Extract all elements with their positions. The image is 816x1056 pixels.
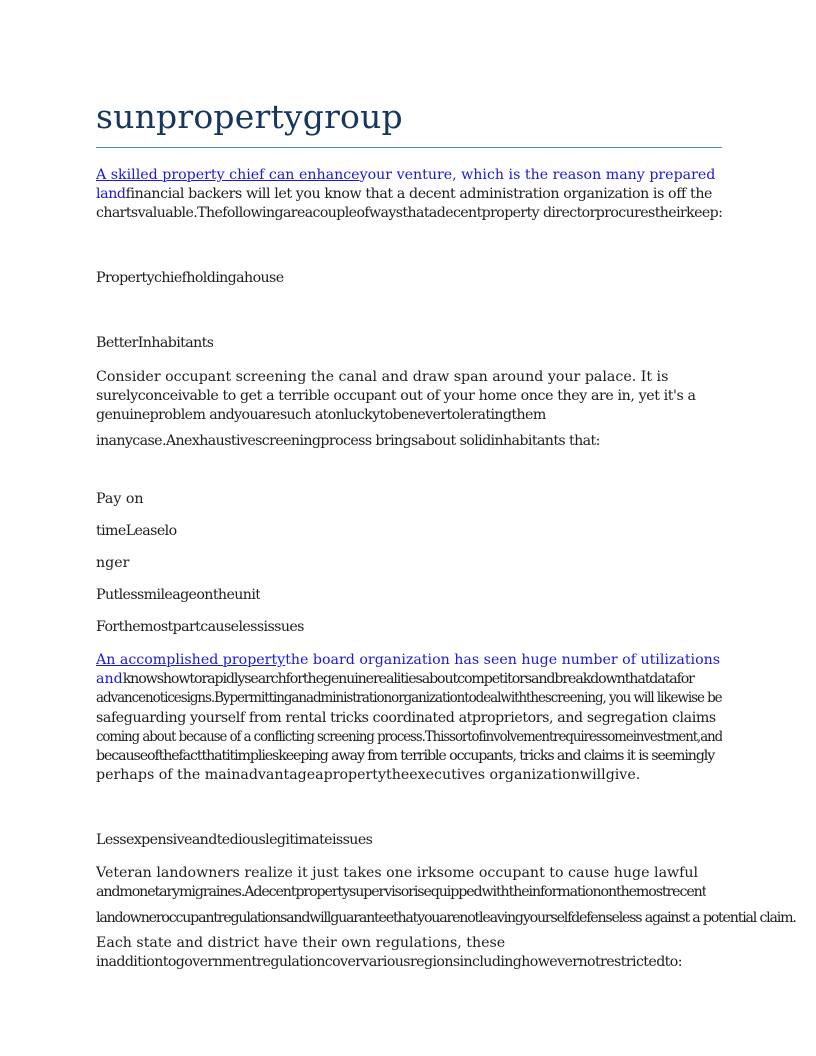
section-heading-inhabitants: BetterInhabitants xyxy=(96,335,214,351)
intro-paragraph xyxy=(96,166,722,224)
list-item: Pay on xyxy=(96,491,144,507)
list-item: nger xyxy=(96,555,130,571)
section2-link[interactable]: An accomplished property xyxy=(96,652,286,668)
section2-paragraph: An accomplished propertythe board organization has seen huge number of utilizations andknowshowtorapidlysearchforthegenuinerealitiesaboutcompetitorsandbreakdownthatdatafor advancenoticesigns.Bypermittinganadministrationorganizationtodealwiththescreening, you will likewise be safeguarding yourself from rental tricks coordinated atproprietors, and segregation claims coming about because of a conflicting screening process.Thissortofinvolvementrequiressomeinvestment,and becauseofthefactthatitimplieskeeping away from terrible occupants, tricks and claims it is seemingly perhaps of the mainadvantageapropertytheexecutives organizationwillgive. xyxy=(96,652,722,784)
section2-line-6: becauseofthefactthatitimplieskeeping away from terrible occupants, tricks and claims it is seemingly xyxy=(96,748,715,765)
list-item: Forthemostpartcauselessissues xyxy=(96,619,304,635)
intro-line-3: chartsvaluable.Thefollowingareacoupleofwaysthatadecentproperty directorprocurestheirkeep: xyxy=(96,205,722,222)
section1-paragraph: Consider occupant screening the canal and draw span around your palace. It is surelyconceivable to get a terrible occupant out of your home once they are in, yet it's a genuineproblem andyouaresuch atonluckytobenevertoleratingthem inanycase.Anexhaustivescreeningprocess bringsabout solidinhabitants that: xyxy=(96,369,696,449)
section2-line-3: advancenoticesigns.Bypermittinganadministrationorganizationtodealwiththescreening, you will likewise be xyxy=(96,690,722,707)
section-heading-legal: Lessexpensiveandtediouslegitimateissues xyxy=(96,832,373,848)
title-divider xyxy=(96,147,722,148)
intro-line-1: A skilled property chief can enhanceyour venture, which is the reason many prepared xyxy=(96,167,716,183)
list-item: timeLeaselo xyxy=(96,523,177,539)
image-caption: Propertychiefholdingahouse xyxy=(96,270,284,286)
section2-line-1: An accomplished propertythe board organization has seen huge number of utilizations xyxy=(96,652,721,668)
page-title: sunpropertygroup xyxy=(96,97,403,136)
section2-line-5: coming about because of a conflicting screening process.Thissortofinvolvementrequiressomeinvestment,and xyxy=(96,728,722,745)
intro-link[interactable]: A skilled property chief can enhance xyxy=(96,167,360,183)
intro-line-2: landfinancial backers will let you know that a decent administration organization is off the xyxy=(96,186,713,203)
section2-line-2: andknowshowtorapidlysearchforthegenuinerealitiesaboutcompetitorsandbreakdownthatdatafor xyxy=(96,671,694,688)
section3-paragraph: Veteran landowners realize it just takes one irksome occupant to cause huge lawful andmonetarymigraines.Adecentpropertysupervisorisequippedwiththeinformationonthemostrecent landowneroccupantregulationsandwillguaranteethatyouarenotleavingyourselfdefenseless against a potential claim. Each state and district have their own regulations, these inadditiontogovernmentregulationcovervariousregionsincludinghowevernotrestrictedto: xyxy=(96,865,796,971)
list-item: Putlessmileageontheunit xyxy=(96,587,261,603)
